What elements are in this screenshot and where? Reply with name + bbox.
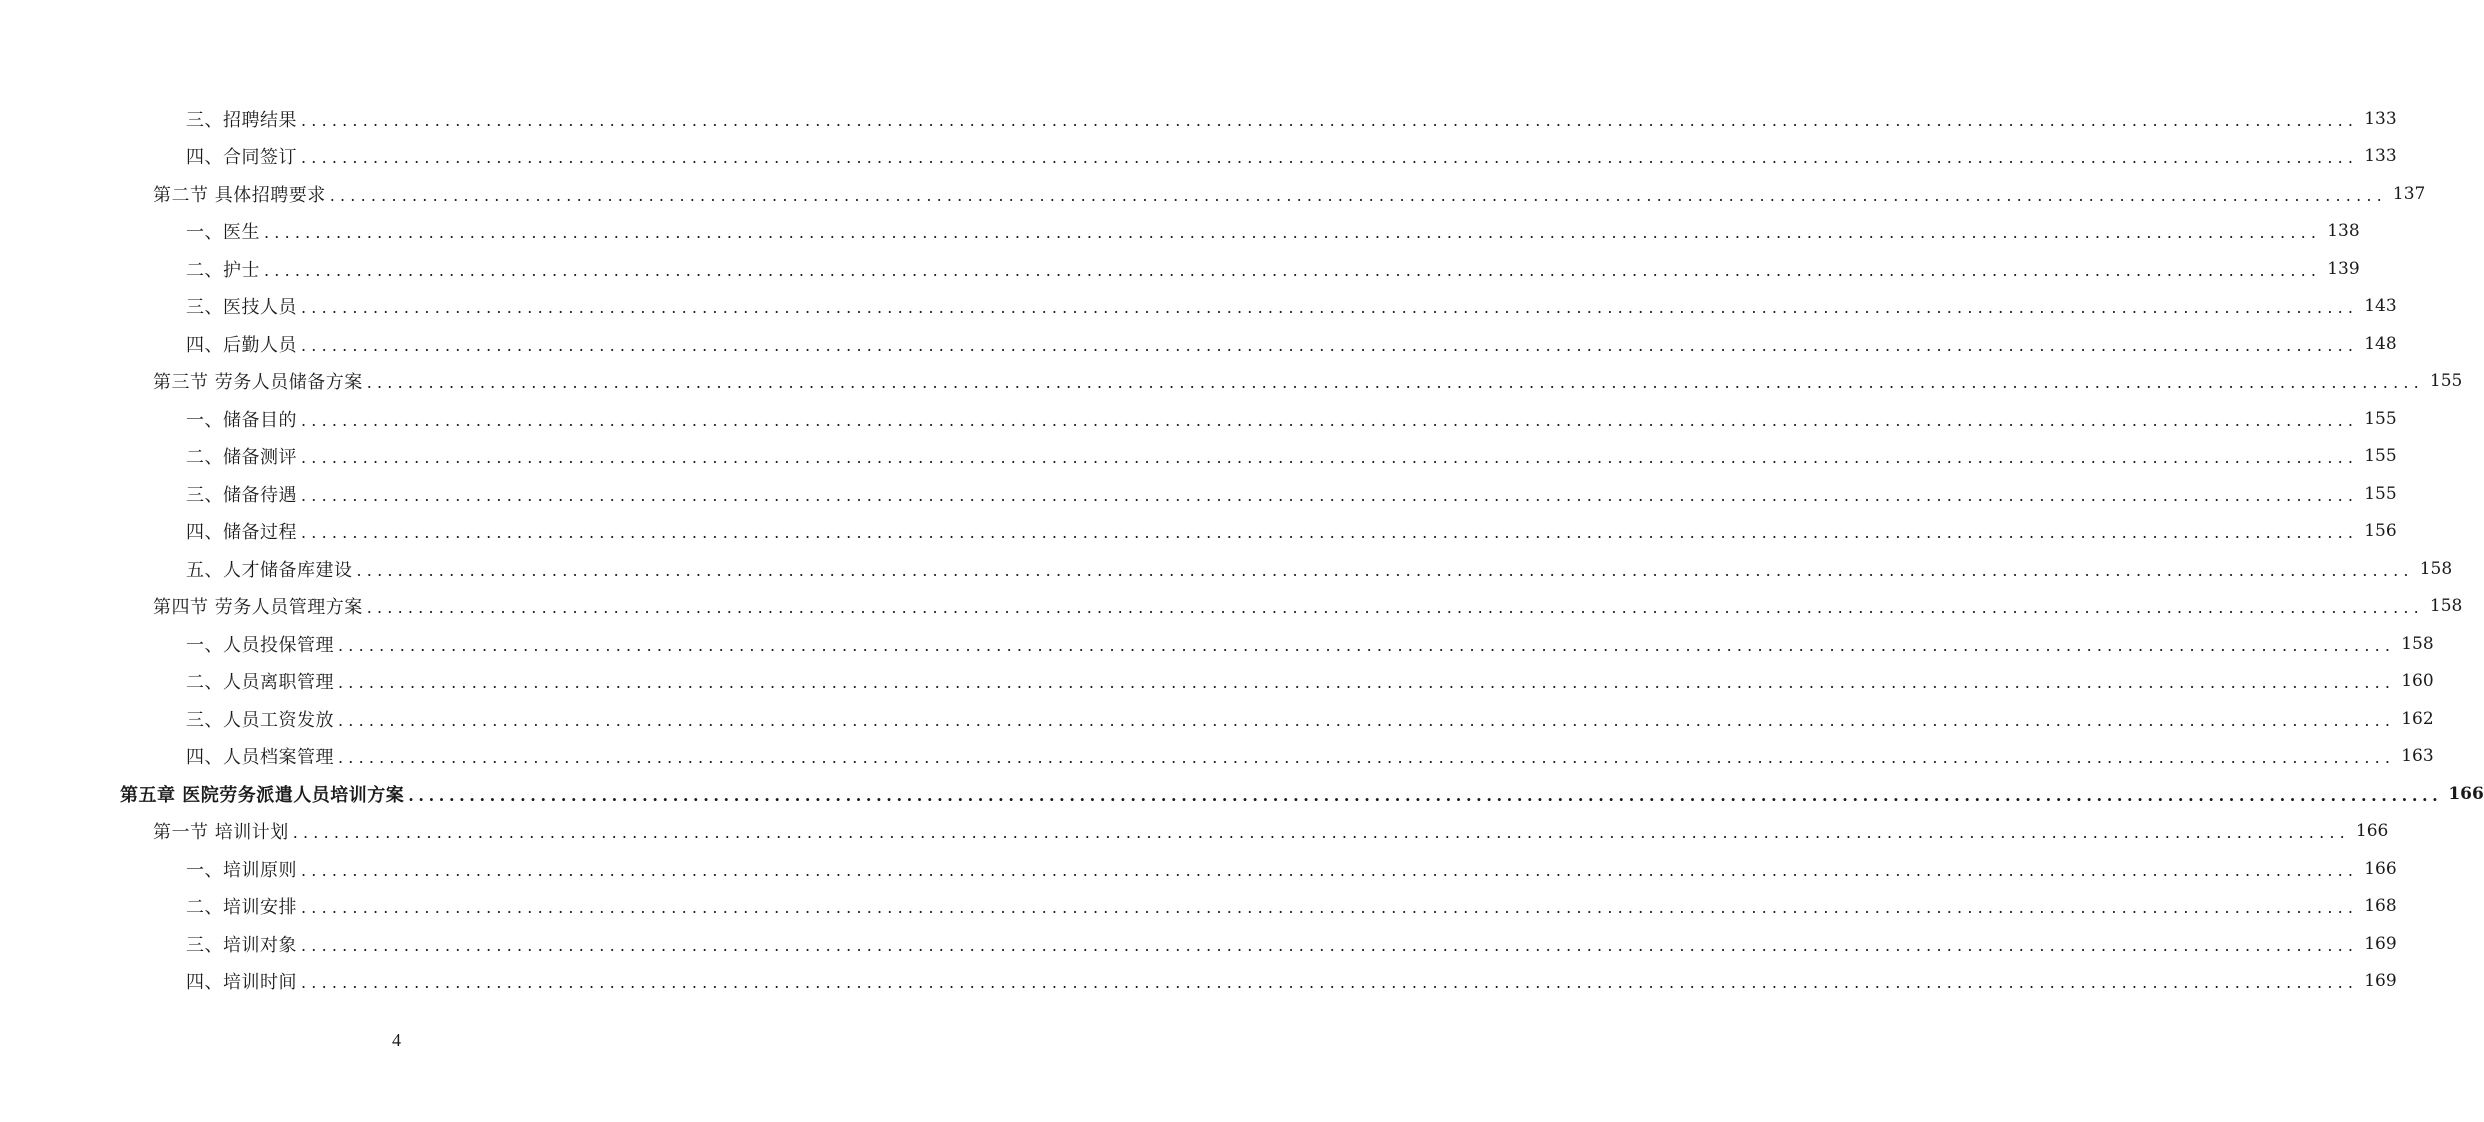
toc-entry[interactable] — [0, 250, 2360, 288]
toc-page-number: 163 — [2401, 746, 2434, 767]
toc-page-number: 133 — [2364, 146, 2397, 167]
toc-dot-leader: ........................................................................................................................................................................................................ — [264, 223, 2322, 243]
toc-entry-label: 三、医技人员 — [186, 297, 297, 319]
toc-entry[interactable] — [0, 400, 2397, 438]
toc-entry-label: 三、人员工资发放 — [186, 709, 334, 731]
toc-entry[interactable] — [0, 138, 2397, 176]
toc-dot-leader: ........................................................................................................................................................................................................ — [264, 260, 2322, 280]
toc-page-number: 160 — [2401, 671, 2434, 692]
toc-page-number: 166 — [2364, 858, 2397, 879]
toc-entry[interactable] — [0, 850, 2397, 888]
toc-dot-leader: ........................................................................................................................................................................................................ — [338, 710, 2396, 730]
toc-page-number: 138 — [2327, 221, 2360, 242]
toc-entry[interactable] — [0, 475, 2397, 513]
toc-entry-label: 第一节 培训计划 — [153, 822, 289, 844]
toc-entry[interactable] — [0, 363, 2463, 401]
toc-entry[interactable] — [0, 963, 2397, 1001]
toc-entry-label: 二、储备测评 — [186, 447, 297, 469]
toc-dot-leader: ........................................................................................................................................................................................................ — [301, 110, 2359, 130]
toc-dot-leader: ........................................................................................................................................................................................................ — [338, 673, 2396, 693]
toc-page-number: 158 — [2401, 633, 2434, 654]
toc-page-number: 137 — [2392, 183, 2426, 204]
toc-entry[interactable] — [0, 925, 2397, 963]
toc-page-number: 158 — [2429, 596, 2463, 617]
toc-dot-leader: ........................................................................................................................................................................................................ — [301, 860, 2359, 880]
toc-dot-leader: ........................................................................................................................................................................................................ — [301, 148, 2359, 168]
table-of-contents — [0, 100, 2484, 1000]
toc-entry-label: 一、人员投保管理 — [186, 634, 334, 656]
toc-page-number: 155 — [2364, 408, 2397, 429]
toc-entry-label: 四、储备过程 — [186, 522, 297, 544]
toc-dot-leader: ........................................................................................................................................................................................................ — [301, 935, 2359, 955]
toc-entry[interactable] — [0, 813, 2389, 851]
toc-page-number: 156 — [2364, 521, 2397, 542]
toc-entry[interactable] — [0, 888, 2397, 926]
toc-entry[interactable] — [0, 550, 2453, 588]
toc-entry-label: 四、合同签订 — [186, 147, 297, 169]
toc-dot-leader: ........................................................................................................................................................................................................ — [301, 448, 2359, 468]
toc-dot-leader: ........................................................................................................................................................................................................ — [301, 335, 2359, 355]
toc-dot-leader: ........................................................................................................................................................................................................ — [329, 185, 2387, 205]
toc-entry-label: 一、医生 — [186, 222, 260, 244]
toc-entry[interactable] — [0, 588, 2463, 626]
toc-page-number: 155 — [2429, 371, 2463, 392]
toc-entry[interactable] — [0, 625, 2434, 663]
toc-page-number: 162 — [2401, 708, 2434, 729]
toc-entry[interactable] — [0, 100, 2397, 138]
toc-entry-label: 三、储备待遇 — [186, 484, 297, 506]
toc-entry-label: 一、培训原则 — [186, 859, 297, 881]
toc-page-number: 166 — [2355, 821, 2389, 842]
toc-dot-leader: ........................................................................................................................................................................................................ — [301, 973, 2359, 993]
toc-entry[interactable] — [0, 438, 2397, 476]
toc-entry-label: 第五章 医院劳务派遣人员培训方案 — [120, 784, 405, 806]
toc-dot-leader: ........................................................................................................................................................................................................ — [366, 598, 2424, 618]
toc-entry-label: 四、人员档案管理 — [186, 747, 334, 769]
toc-page-number: 166 — [2448, 783, 2484, 804]
toc-dot-leader: ........................................................................................................................................................................................................ — [292, 823, 2350, 843]
toc-entry[interactable] — [0, 663, 2434, 701]
toc-page-number: 133 — [2364, 108, 2397, 129]
toc-entry-label: 第三节 劳务人员储备方案 — [153, 372, 363, 394]
toc-entry-label: 三、招聘结果 — [186, 109, 297, 131]
toc-entry[interactable] — [0, 288, 2397, 326]
toc-dot-leader: ........................................................................................................................................................................................................ — [301, 898, 2359, 918]
toc-dot-leader: ........................................................................................................................................................................................................ — [366, 373, 2424, 393]
toc-page-number: 148 — [2364, 333, 2397, 354]
toc-dot-leader: ........................................................................................................................................................................................................ — [338, 748, 2396, 768]
toc-entry[interactable] — [0, 775, 2484, 813]
toc-page-number: 155 — [2364, 483, 2397, 504]
toc-page-number: 143 — [2364, 296, 2397, 317]
toc-entry-label: 二、护士 — [186, 259, 260, 281]
toc-entry[interactable] — [0, 700, 2434, 738]
toc-page-number: 139 — [2327, 258, 2360, 279]
toc-entry[interactable] — [0, 738, 2434, 776]
toc-dot-leader: ........................................................................................................................................................................................................ — [301, 410, 2359, 430]
toc-entry[interactable] — [0, 513, 2397, 551]
toc-entry-label: 四、后勤人员 — [186, 334, 297, 356]
toc-dot-leader: ........................................................................................................................................................................................................ — [338, 635, 2396, 655]
toc-page-number: 169 — [2364, 971, 2397, 992]
toc-page-number: 169 — [2364, 933, 2397, 954]
toc-dot-leader: ........................................................................................................................................................................................................ — [301, 485, 2359, 505]
toc-dot-leader: ........................................................................................................................................................................................................ — [301, 298, 2359, 318]
toc-page-number: 158 — [2419, 558, 2453, 579]
toc-entry[interactable] — [0, 325, 2397, 363]
toc-entry-label: 第四节 劳务人员管理方案 — [153, 597, 363, 619]
toc-entry[interactable] — [0, 213, 2360, 251]
toc-page-number: 155 — [2364, 446, 2397, 467]
toc-entry-label: 二、人员离职管理 — [186, 672, 334, 694]
toc-entry-label: 三、培训对象 — [186, 934, 297, 956]
toc-entry-label: 二、培训安排 — [186, 897, 297, 919]
toc-dot-leader: ........................................................................................................................................................................................................ — [301, 523, 2359, 543]
toc-entry-label: 第二节 具体招聘要求 — [153, 184, 326, 206]
toc-dot-leader: ........................................................................................................................................................................................................ — [408, 785, 2443, 805]
toc-entry-label: 四、培训时间 — [186, 972, 297, 994]
toc-entry-label: 一、储备目的 — [186, 409, 297, 431]
toc-entry-label: 五、人才储备库建设 — [186, 559, 353, 581]
toc-page-number: 168 — [2364, 896, 2397, 917]
toc-dot-leader: ........................................................................................................................................................................................................ — [356, 560, 2414, 580]
page-number: 4 — [392, 1030, 401, 1050]
toc-entry[interactable] — [0, 175, 2426, 213]
